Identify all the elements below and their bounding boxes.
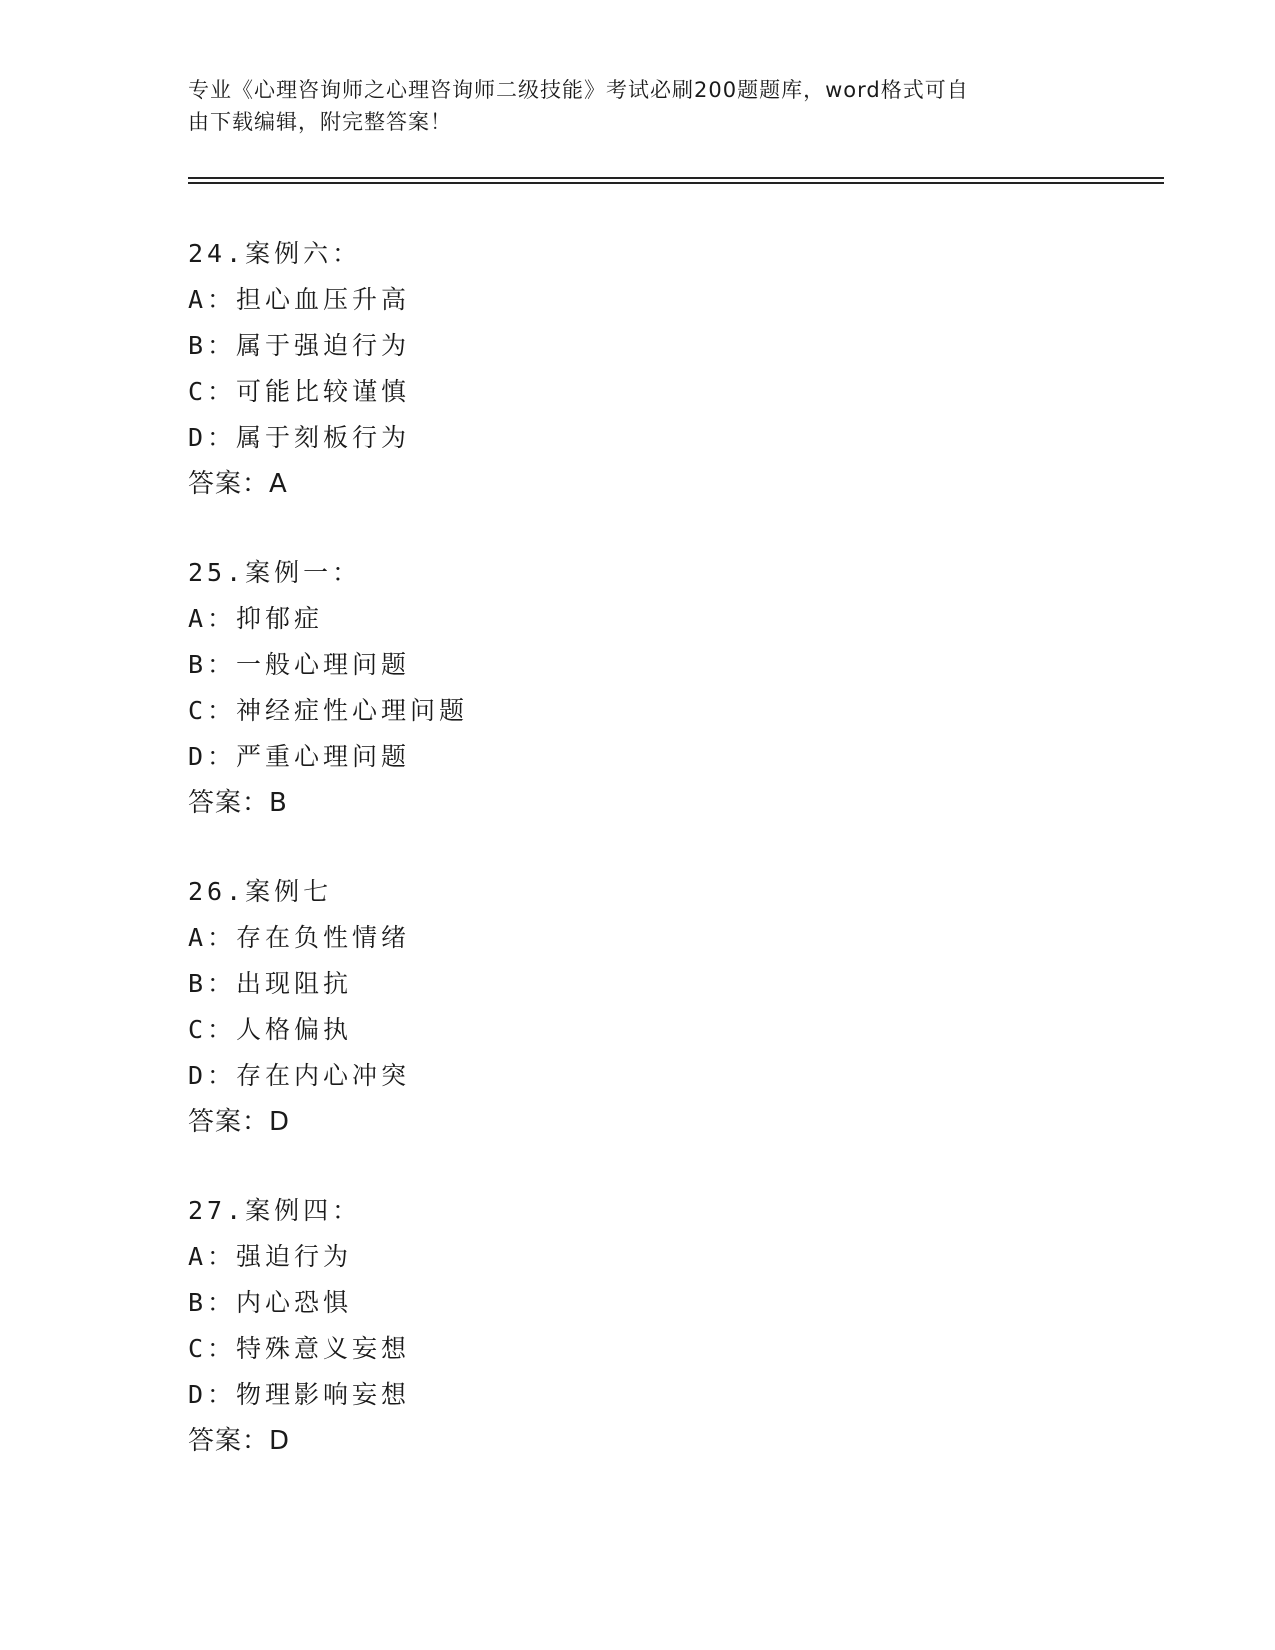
question-25 <box>188 550 1088 826</box>
option-c: C：可能比较谨慎 <box>188 377 411 406</box>
option-a: A：强迫行为 <box>188 1242 353 1271</box>
option-c: C：人格偏执 <box>188 1015 353 1044</box>
option-b: B：出现阻抗 <box>188 969 353 998</box>
question-title: 27.案例四： <box>188 1196 362 1225</box>
header-divider-bottom <box>188 182 1164 184</box>
option-b: B：属于强迫行为 <box>188 331 411 360</box>
option-d: D：物理影响妄想 <box>188 1380 411 1409</box>
option-d: D：严重心理问题 <box>188 742 411 771</box>
option-a: A：存在负性情绪 <box>188 923 411 952</box>
header-line-1: 专业《心理咨询师之心理咨询师二级技能》考试必刷200题题库，word格式可自 <box>188 78 969 102</box>
option-d: D：存在内心冲突 <box>188 1061 411 1090</box>
option-c: C：特殊意义妄想 <box>188 1334 411 1363</box>
question-24 <box>188 231 1088 507</box>
answer-label: 答案：B <box>188 788 288 818</box>
question-26 <box>188 869 1088 1145</box>
option-a: A：担心血压升高 <box>188 285 411 314</box>
answer-label: 答案：A <box>188 469 288 499</box>
option-a: A：抑郁症 <box>188 604 324 633</box>
option-b: B：内心恐惧 <box>188 1288 353 1317</box>
answer-label: 答案：D <box>188 1426 291 1456</box>
header-line-2: 由下载编辑，附完整答案！ <box>188 110 452 134</box>
question-title: 24.案例六： <box>188 239 362 268</box>
question-27 <box>188 1188 1088 1464</box>
option-b: B：一般心理问题 <box>188 650 411 679</box>
document-header <box>188 74 1068 138</box>
question-title: 25.案例一： <box>188 558 362 587</box>
option-d: D：属于刻板行为 <box>188 423 411 452</box>
option-c: C：神经症性心理问题 <box>188 696 469 725</box>
question-title: 26.案例七 <box>188 877 333 906</box>
header-divider-top <box>188 177 1164 179</box>
answer-label: 答案：D <box>188 1107 291 1137</box>
